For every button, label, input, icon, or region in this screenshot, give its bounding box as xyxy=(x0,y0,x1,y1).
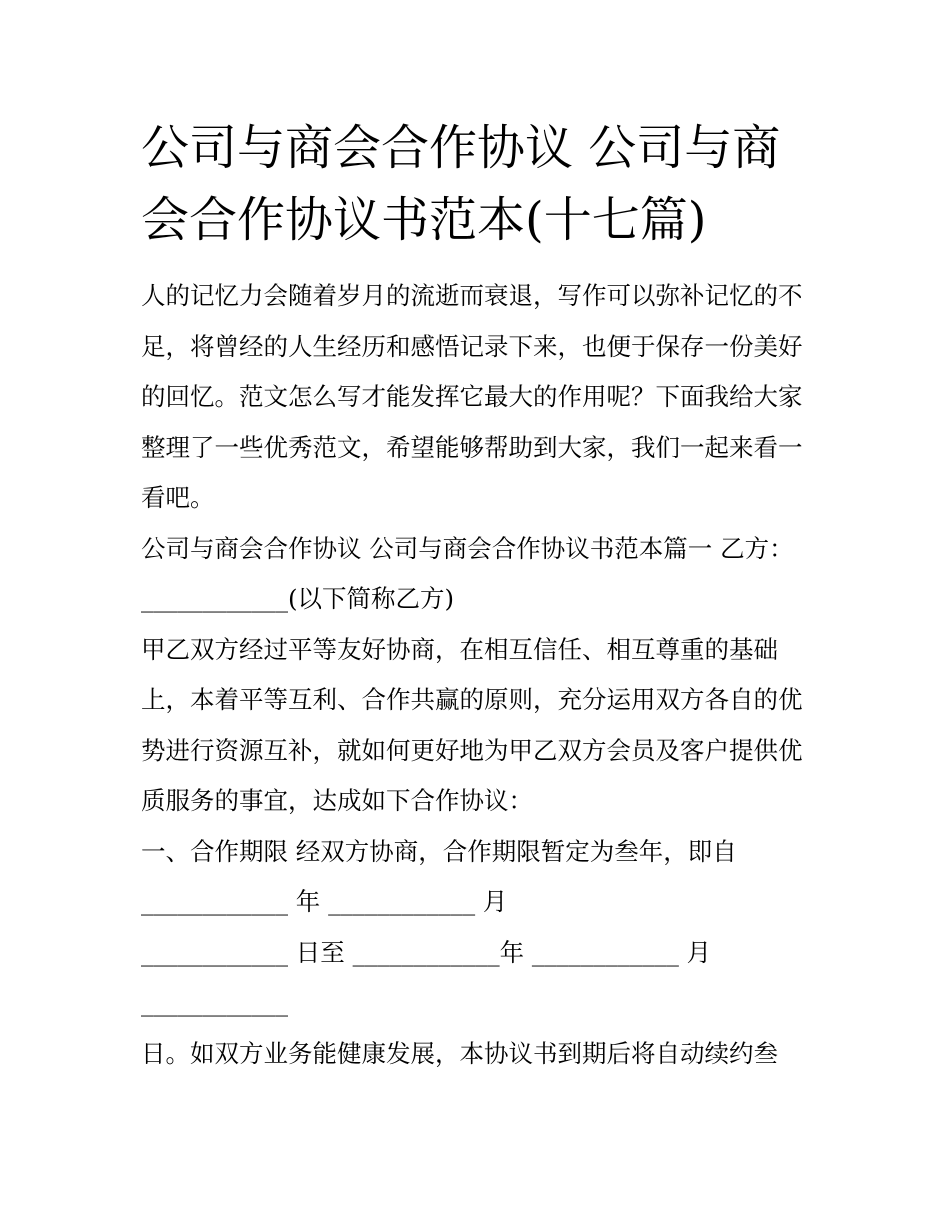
body-line: ____________ 年 ____________ 月 xyxy=(141,887,508,916)
body-line: 质服务的事宜，达成如下合作协议： xyxy=(141,786,533,815)
title-line: 会合作协议书范本(十七篇) xyxy=(141,192,707,248)
body-line: 日。如双方业务能健康发展，本协议书到期后将自动续约叁 xyxy=(141,1038,778,1068)
body-line: 一、合作期限 经双方协商，合作期限暂定为叁年，即自 xyxy=(141,836,737,866)
body-line: 的回忆。范文怎么写才能发挥它最大的作用呢？下面我给大家 xyxy=(141,382,803,411)
body-line: 人的记忆力会随着岁月的流逝而衰退，写作可以弥补记忆的不 xyxy=(141,281,803,310)
body-line: ____________ xyxy=(141,988,288,1017)
body-line: 看吧。 xyxy=(141,483,215,512)
document-title xyxy=(141,112,813,256)
document-content xyxy=(141,112,813,1079)
body-line: 甲乙双方经过平等友好协商，在相互信任、相互尊重的基础 xyxy=(141,634,778,664)
body-line: ____________ 日至 ____________年 ____________ 月 xyxy=(141,937,712,967)
document-body xyxy=(141,271,813,1079)
body-line: 公司与商会合作协议 公司与商会合作协议书范本篇一 乙方： xyxy=(141,533,794,563)
body-line: 势进行资源互补，就如何更好地为甲乙双方会员及客户提供优 xyxy=(141,735,803,765)
body-line: 整理了一些优秀范文，希望能够帮助到大家，我们一起来看一 xyxy=(141,432,803,462)
body-line: 足，将曾经的人生经历和感悟记录下来，也便于保存一份美好 xyxy=(141,331,803,361)
body-line: ____________(以下简称乙方) xyxy=(141,584,455,613)
title-line: 公司与商会合作协议 公司与商 xyxy=(141,120,781,176)
body-line: 上，本着平等互利、合作共赢的原则，充分运用双方各自的优 xyxy=(141,685,803,714)
